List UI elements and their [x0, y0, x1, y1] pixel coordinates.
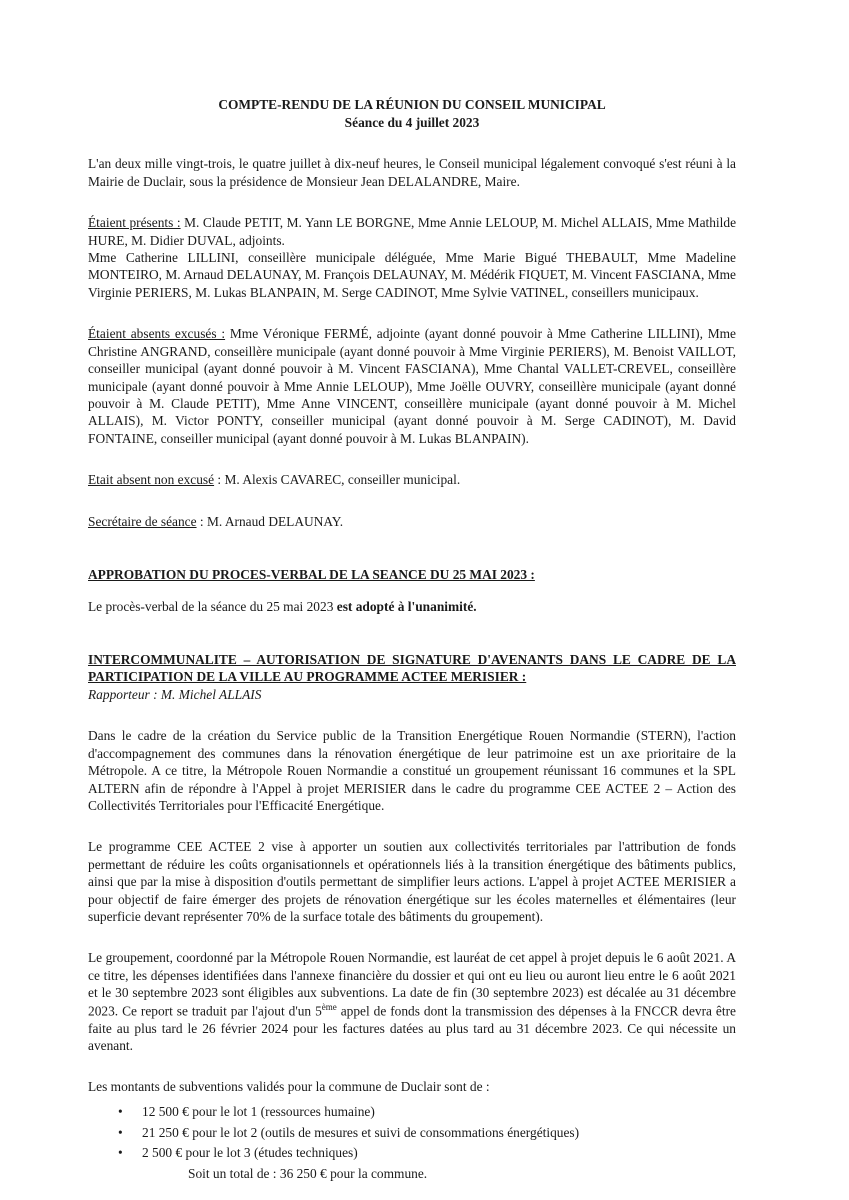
present-label: Étaient présents :: [88, 215, 181, 231]
amounts-total: Soit un total de : 36 250 € pour la commune.: [188, 1166, 428, 1182]
section-2-rapporteur: Rapporteur : M. Michel ALLAIS: [88, 686, 262, 702]
absent-unexcused-text: : M. Alexis CAVAREC, conseiller municipal.: [214, 472, 461, 488]
bullet-icon: •: [118, 1124, 123, 1140]
section-2-paragraph-1: Dans le cadre de la création du Service public de la Transition Energétique Rouen Normandie (STERN), l'action d'accompagnement des communes dans la rénovation énergétique de leur patrimoine est un axe prioritaire de la Métropole. A ce titre, la Métropole Rouen Normandie a constitué un groupement réunissant 16 communes et la SPL ALTERN afin de répondre à l'Appel à projet MERISIER dans le cadre du programme CEE ACTEE 2 – Action des Collectivités Territoriales pour l'Efficacité Energétique.: [88, 728, 736, 813]
present-paragraph: [88, 214, 736, 249]
section-2-paragraph-2: Le programme CEE ACTEE 2 vise à apporter un soutien aux collectivités territoriales par l'attribution de fonds permettant de réduire les coûts organisationnels et opérationnels liés à la transition énergétique des bâtiments publics, ainsi que par la mise à disposition d'outils permettant de simplifier leurs actions. L'appel à projet ACTEE MERISIER a pour objectif de faire émerger des projets de rénovation énergétique sur les écoles maternelles et élémentaires (leur superficie devant représenter 70% de la surface totale des bâtiments du groupement).: [88, 839, 736, 925]
absent-unexcused-paragraph: [88, 471, 736, 488]
section-2-paragraph-3: [88, 949, 736, 1054]
amount-item-text: 21 250 € pour le lot 2 (outils de mesures et suivi de consommations énergétiques): [142, 1124, 580, 1140]
present-conseillers: Mme Catherine LILLINI, conseillère municipale déléguée, Mme Marie Bigué THEBAULT, Mme Madeline MONTEIRO, M. Arnaud DELAUNAY, M. François DELAUNAY, M. Médérik FIQUET, M. Vincent FASCIANA, Mme Virginie PERIERS, M. Lukas BLANPAIN, M. Serge CADINOT, Mme Sylvie VATINEL, conseillers municipaux.: [88, 250, 736, 300]
present-adjoints: M. Claude PETIT, M. Yann LE BORGNE, Mme Annie LELOUP, M. Michel ALLAIS, Mme Mathilde HURE, M. Didier DUVAL, adjoints.: [88, 215, 737, 248]
absent-excused-paragraph: [88, 325, 736, 447]
amount-item-lot-1: [118, 1102, 736, 1123]
title-line-1: COMPTE-RENDU DE LA RÉUNION DU CONSEIL MUNICIPAL: [218, 97, 606, 112]
amounts-intro: Les montants de subventions validés pour la commune de Duclair sont de :: [88, 1079, 490, 1095]
section-1-decision: est adopté à l'unanimité.: [336, 598, 477, 614]
ordinal-suffix: ème: [321, 1001, 337, 1012]
document-title: [88, 96, 736, 131]
bullet-icon: •: [118, 1145, 123, 1161]
intro-paragraph: L'an deux mille vingt-trois, le quatre juillet à dix-neuf heures, le Conseil municipal légalement convoqué s'est réuni à la Mairie de Duclair, sous la présidence de Monsieur Jean DELALANDRE, Maire.: [88, 156, 736, 189]
secretary-label: Secrétaire de séance: [88, 513, 197, 529]
absent-excused-label: Étaient absents excusés :: [88, 326, 226, 342]
document-content: [88, 96, 736, 1184]
absent-unexcused-label: Etait absent non excusé: [88, 472, 215, 488]
section-2-paragraph-3-end: appel de fonds dont la transmission des dépenses à la FNCCR devra être faite au plus tard le 26 février 2024 pour les factures datées au plus tard au 31 décembre 2023. Ce qui nécessite un avenant.: [88, 1003, 736, 1054]
bullet-icon: •: [118, 1103, 123, 1119]
absent-excused-text: Mme Véronique FERMÉ, adjointe (ayant donné pouvoir à Mme Catherine LILLINI), Mme Christine ANGRAND, conseillère municipale (ayant donné pouvoir à Mme Virginie PERIERS), M. Benoist VAILLOT, conseiller municipal (ayant donné pouvoir à M. Vincent FASCIANA), Mme Chantal VALLET-CREVEL, conseillère municipale (ayant donné pouvoir à Mme Annie LELOUP), Mme Joëlle OUVRY, conseillère municipale (ayant donné pouvoir à M. Claude PETIT), Mme Anne VINCENT, conseillère municipale (ayant donné pouvoir à M. Michel ALLAIS), M. Victor PONTY, conseiller municipal (ayant donné pouvoir à M. Serge CADINOT), M. David FONTAINE, conseiller municipal (ayant donné pouvoir à M. Lukas BLANPAIN).: [88, 326, 736, 446]
title-line-2: Séance du 4 juillet 2023: [344, 114, 480, 130]
section-1-text-start: Le procès-verbal de la séance du 25 mai 2023: [88, 598, 337, 614]
amount-item-text: 12 500 € pour le lot 1 (ressources humaine): [142, 1103, 375, 1119]
amount-item-lot-3: [118, 1143, 736, 1164]
section-1-title: APPROBATION DU PROCES-VERBAL DE LA SEANCE DU 25 MAI 2023 :: [88, 567, 535, 583]
amount-item-text: 2 500 € pour le lot 3 (études techniques): [142, 1145, 358, 1161]
amounts-list: [88, 1102, 736, 1164]
section-2-title: INTERCOMMUNALITE – AUTORISATION DE SIGNATURE D'AVENANTS DANS LE CADRE DE LA PARTICIPATION DE LA VILLE AU PROGRAMME ACTEE MERISIER :: [88, 651, 736, 685]
section-1-text: [88, 598, 736, 615]
section-2-paragraph-3-start: Le groupement, coordonné par la Métropole Rouen Normandie, est lauréat de cet appel à projet depuis le 6 août 2021. A ce titre, les dépenses identifiées dans l'annexe financière du dossier et qui ont eu lieu ou auront lieu entre le 6 août 2021 et le 30 septembre 2023 sont éligibles aux subventions. La date de fin (30 septembre 2023) est décalée au 31 décembre 2023. Ce report se traduit par l'ajout d'un 5: [88, 950, 736, 1019]
secretary-text: : M. Arnaud DELAUNAY.: [196, 513, 344, 529]
amount-item-lot-2: [118, 1123, 736, 1144]
secretary-paragraph: [88, 513, 736, 530]
